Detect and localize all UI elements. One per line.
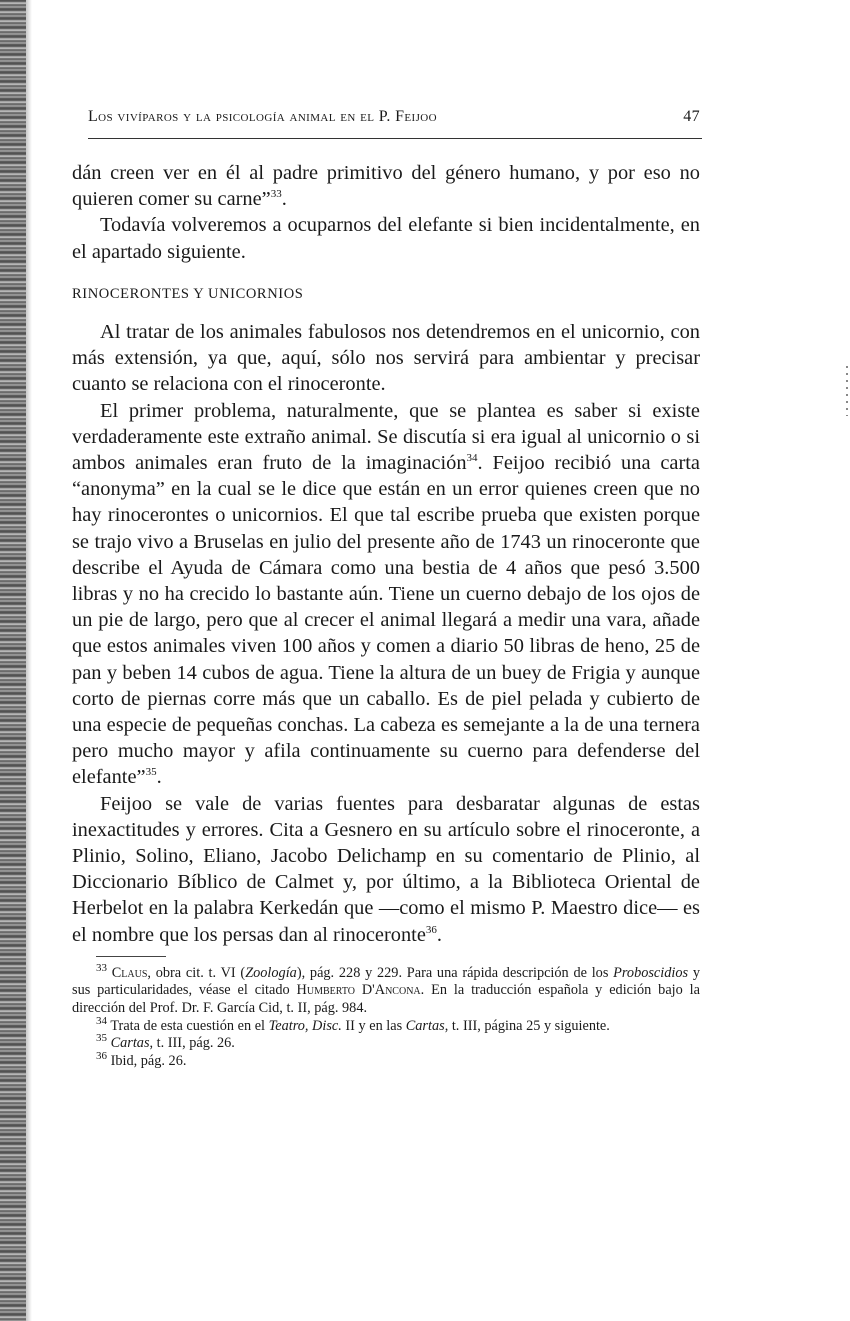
header-rule	[88, 138, 702, 139]
footnote-ref-36[interactable]: 36	[425, 923, 437, 936]
footnote-ref-35[interactable]: 35	[145, 766, 157, 779]
footnote-35: $^{35}$ Cartas, t. III, pág. 26.	[96, 1032, 235, 1052]
main-text	[72, 160, 700, 1070]
paragraph-4: El primer problema, naturalmente, que se plantea es saber si existe verdaderamente este extraño animal. Se discutía si era igual al unicornio o si ambos animales eran fruto de la imaginación$^{34}$. Feijoo recibió una carta “anonyma” en la cual se le dice que están en un error quienes creen que no hay rinocerontes o unicornios. El que tal escribe prueba que existen porque se trajo vivo a Bruselas en julio del presente año de 1743 un rinoceronte que describe el Ayuda de Cámara como una bestia de 4 años que pesó 3.500 libras y no ha crecido lo bastante aún. Tiene un cuerno debajo de los ojos de un pie de largo, pero que al crecer el animal llegará a medir una vara, añade que estos animales viven 100 años y comen a diario 50 libras de heno, 25 de pan y beben 14 cubos de agua. Tiene la altura de un buey de Frigia y aunque corto de piernas corre más que un caballo. Es de piel pelada y cubierto de una especie de pequeñas conchas. La cabeza es semejante a la de una ternera pero mucho mayor y afila continuamente su cuerno para defenderse del elefante”$^{35}$.	[72, 399, 700, 789]
paragraph-3: Al tratar de los animales fabulosos nos detendremos en el unicornio, con más extensión, ya que, aquí, sólo nos servirá para ambientar y precisar cuanto se relaciona con el rinoceronte.	[72, 321, 700, 396]
running-head	[88, 108, 700, 126]
footnote-36: $^{36}$ Ibid, pág. 26.	[96, 1050, 187, 1069]
footnote-33: $^{33}$ Claus, obra cit. t. VI (Zoología), pág. 228 y 229. Para una rápida descripción de los Proboscidios y sus particularidades, véase el citado Humberto D'Ancona. En la traducción española y edición bajo la dirección del Prof. Dr. F. García Cid, t. II, pág. 984.	[72, 962, 700, 1017]
running-head-title: Los vivíparos y la psicología animal en el P. Feijoo	[88, 108, 437, 125]
paragraph-2: Todavía volveremos a ocuparnos del elefante si bien incidentalmente, en el apartado siguiente.	[72, 214, 700, 263]
paragraph-1: dán creen ver en él al padre primitivo del género humano, y por eso no quieren comer su carne”$^{33}$.	[72, 162, 700, 211]
footnote-rule	[96, 956, 166, 957]
footnotes	[72, 962, 700, 1071]
book-page	[36, 0, 700, 1321]
footnote-ref-34[interactable]: 34	[466, 452, 478, 465]
footnote-34: $^{34}$ Trata de esta cuestión en el Teatro, Disc. II y en las Cartas, t. III, página 25 y siguiente.	[96, 1014, 610, 1034]
paragraph-5: Feijoo se vale de varias fuentes para desbaratar algunas de estas inexactitudes y errores. Cita a Gesnero en su artículo sobre el rinoceronte, a Plinio, Solino, Eliano, Jacobo Delichamp en su comentario de Plinio, al Diccionario Bíblico de Calmet y, por último, a la Biblioteca Oriental de Herbelot en la palabra Kerkedán que —como el mismo P. Maestro dice— es el nombre que los persas dan al rinoceronte$^{36}$.	[72, 792, 700, 946]
section-title: RINOCERONTES Y UNICORNIOS	[72, 285, 304, 302]
scan-margin-mark	[846, 366, 848, 416]
page-number: 47	[683, 108, 700, 125]
footnote-ref-33[interactable]: 33	[270, 188, 282, 201]
book-binding-edge	[0, 0, 26, 1321]
